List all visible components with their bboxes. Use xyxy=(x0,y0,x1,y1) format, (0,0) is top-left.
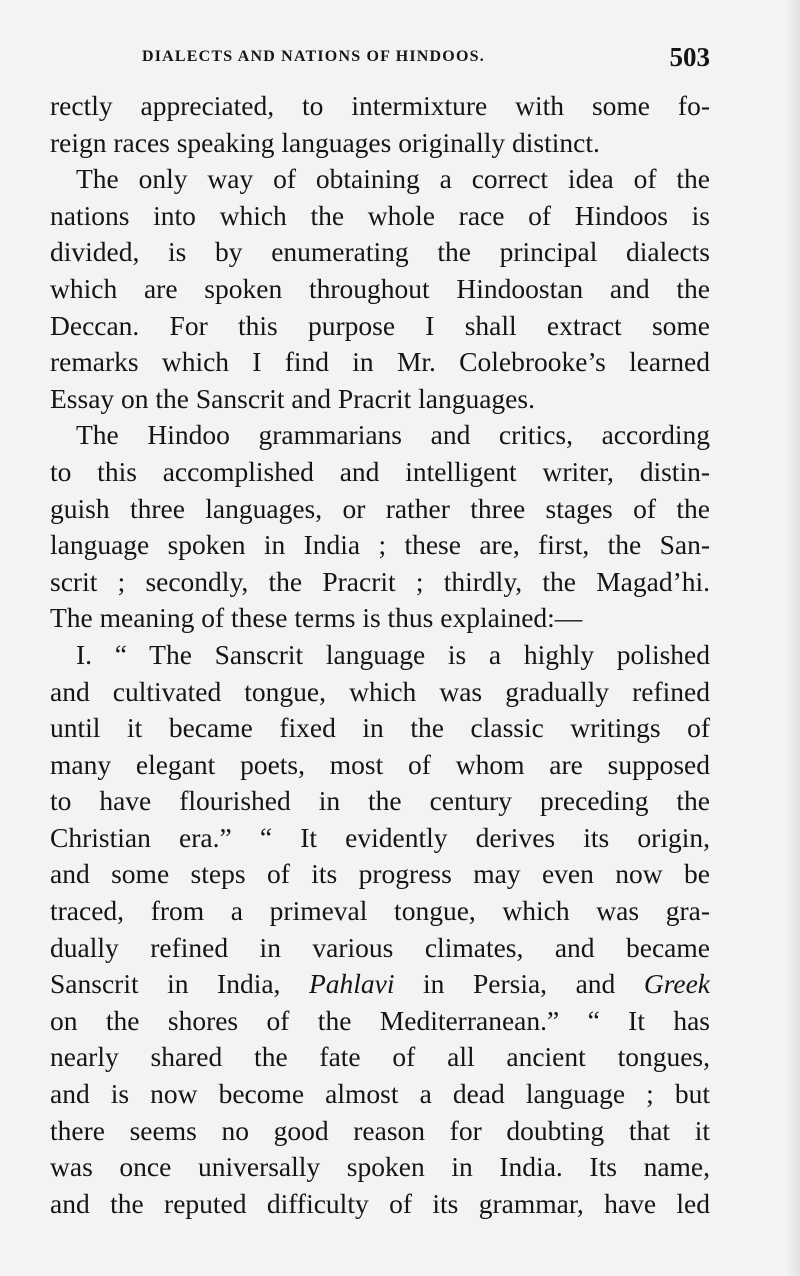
text-segment: in Persia, and xyxy=(394,968,644,1000)
text-line: Essay on the Sanscrit and Pracrit languages. xyxy=(50,382,535,414)
running-head xyxy=(50,44,710,74)
text-line: The only way of obtaining a correct idea of the xyxy=(76,163,710,195)
text-line: divided, is by enumerating the principal dialects xyxy=(50,236,710,268)
text-line: The Hindoo grammarians and critics, according xyxy=(76,419,710,451)
text-line: to this accomplished and intelligent writer, distin- xyxy=(50,455,710,487)
text-line: many elegant poets, most of whom are supposed xyxy=(50,748,710,780)
text-line: on the shores of the Mediterranean.” “ It has xyxy=(50,1004,710,1036)
text-line: scrit ; secondly, the Pracrit ; thirdly, the Magad’hi. xyxy=(50,565,710,597)
text-line: until it became fixed in the classic writings of xyxy=(50,712,710,744)
text-line: to have flourished in the century preceding the xyxy=(50,785,710,817)
text-line: which are spoken throughout Hindoostan and the xyxy=(50,272,710,304)
text-line: there seems no good reason for doubting that it xyxy=(50,1114,710,1146)
italic-term: Pahlavi xyxy=(308,968,395,1000)
running-title: DIALECTS AND NATIONS OF HINDOOS. xyxy=(142,48,485,65)
text-line: language spoken in India ; these are, first, the San- xyxy=(50,529,710,561)
page-edge xyxy=(786,0,800,1276)
text-line: nations into which the whole race of Hindoos is xyxy=(50,199,710,231)
text-line: and the reputed difficulty of its grammar, have led xyxy=(50,1187,710,1219)
text-line: reign races speaking languages originally distinct. xyxy=(50,126,600,158)
text-line: rectly appreciated, to intermixture with some fo- xyxy=(50,90,710,121)
text-line: The meaning of these terms is thus explained:— xyxy=(50,602,583,634)
text-line: I. “ The Sanscrit language is a highly polished xyxy=(76,638,710,670)
text-line: Christian era.” “ It evidently derives its origin, xyxy=(50,821,710,853)
text-line: dually refined in various climates, and became xyxy=(50,931,710,963)
text-line: and is now become almost a dead language ; but xyxy=(50,1078,710,1110)
page-number: 503 xyxy=(669,42,710,72)
text-line: and cultivated tongue, which was gradually refined xyxy=(50,675,710,707)
text-line: was once universally spoken in India. Its name, xyxy=(50,1151,710,1183)
body-text xyxy=(50,88,710,1222)
text-line: traced, from a primeval tongue, which was gra- xyxy=(50,895,710,927)
text-line: nearly shared the fate of all ancient tongues, xyxy=(50,1041,710,1073)
text-line: remarks which I find in Mr. Colebrooke’s learned xyxy=(50,346,710,378)
text-line: guish three languages, or rather three stages of the xyxy=(50,492,710,524)
text-segment: Sanscrit in India, xyxy=(50,968,309,1000)
italic-term: Greek xyxy=(643,968,710,1000)
text-line: Deccan. For this purpose I shall extract some xyxy=(50,309,710,341)
text-line: and some steps of its progress may even now be xyxy=(50,858,710,890)
text-line xyxy=(50,966,710,1003)
